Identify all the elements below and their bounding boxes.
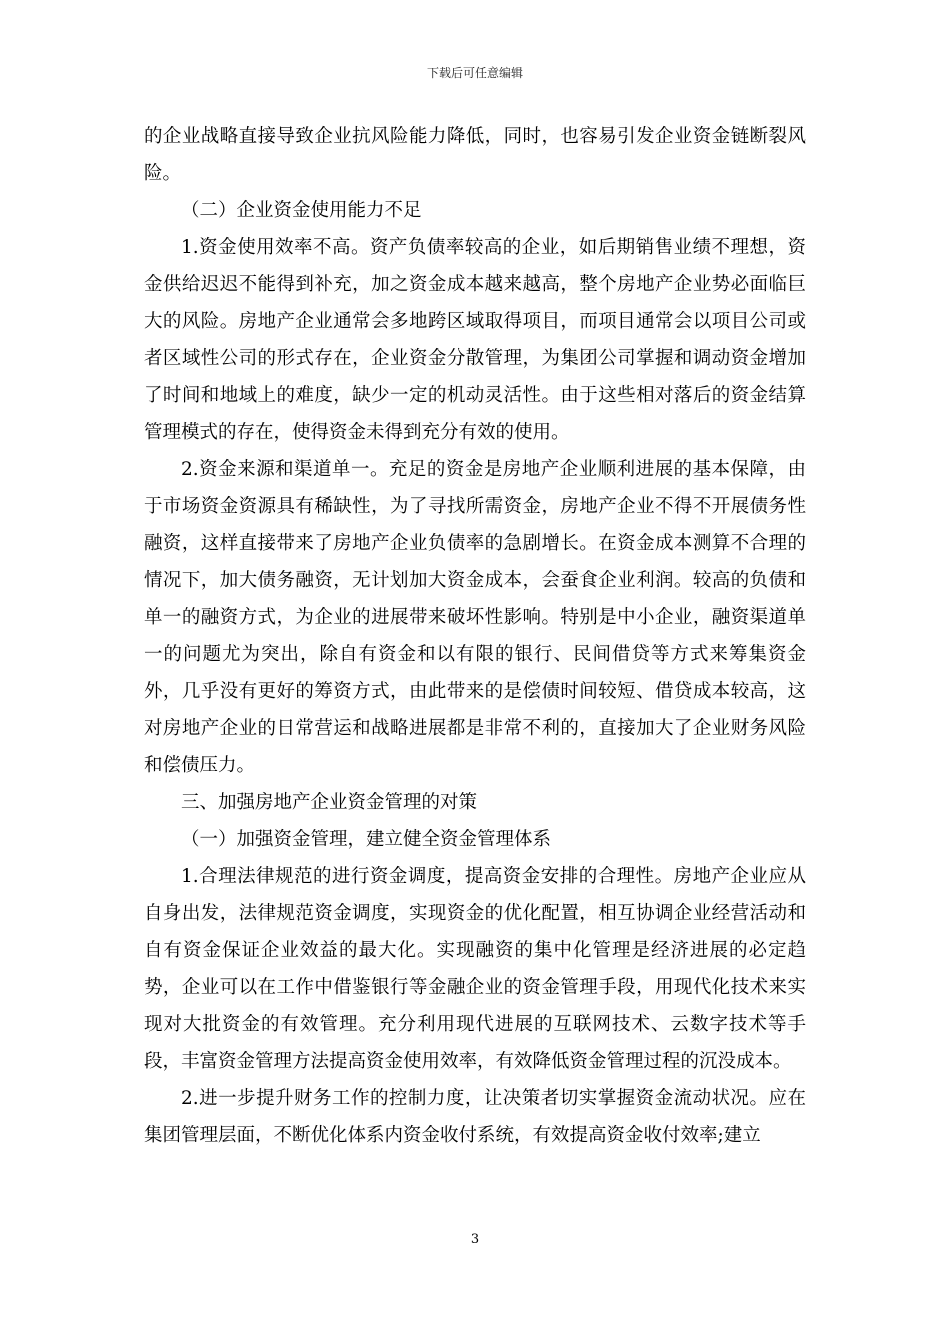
section-heading-3: 三、加强房地产企业资金管理的对策 — [181, 792, 478, 813]
document-body — [144, 118, 806, 1154]
paragraph-efficiency: 1.资金使用效率不高。资产负债率较高的企业，如后期销售业绩不理想，资金供给迟迟不能得到补充，加之资金成本越来越高，整个房地产企业势必面临巨大的风险。房地产企业通常会多地跨区域取得项目，而项目通常会以项目公司或者区域性公司的形式存在，企业资金分散管理，为集团公司掌握和调动资金增加了时间和地域上的难度，缺少一定的机动灵活性。由于这些相对落后的资金结算管理模式的存在，使得资金未得到充分有效的使用。 — [144, 237, 806, 443]
section-heading-2: （二）企业资金使用能力不足 — [181, 200, 422, 221]
page-header: 下载后可任意编辑 — [426, 66, 523, 80]
paragraph-funding-sources: 2.资金来源和渠道单一。充足的资金是房地产企业顺利进展的基本保障，由于市场资金资源具有稀缺性，为了寻找所需资金，房地产企业不得不开展债务性融资，这样直接带来了房地产企业负债率的急剧增长。在资金成本测算不合理的情况下，加大债务融资，无计划加大资金成本，会蚕食企业利润。较高的负债和单一的融资方式，为企业的进展带来破坏性影响。特别是中小企业，融资渠道单一的问题尤为突出，除自有资金和以有限的银行、民间借贷等方式来筹集资金外，几乎没有更好的筹资方式，由此带来的是偿债时间较短、借贷成本较高，这对房地产企业的日常营运和战略进展都是非常不利的，直接加大了企业财务风险和偿债压力。 — [144, 459, 806, 776]
paragraph-fund-scheduling: 1.合理法律规范的进行资金调度，提高资金安排的合理性。房地产企业应从自身出发，法律规范资金调度，实现资金的优化配置，相互协调企业经营活动和自有资金保证企业效益的最大化。实现融资的集中化管理是经济进展的必定趋势，企业可以在工作中借鉴银行等金融企业的资金管理手段，用现代化技术来实现对大批资金的有效管理。充分利用现代进展的互联网技术、云数字技术等手段，丰富资金管理方法提高资金使用效率，有效降低资金管理过程的沉没成本。 — [144, 866, 806, 1072]
page-number: 3 — [470, 1232, 480, 1247]
paragraph-financial-control: 2.进一步提升财务工作的控制力度，让决策者切实掌握资金流动状况。应在集团管理层面，不断优化体系内资金收付系统，有效提高资金收付效率;建立 — [144, 1088, 806, 1146]
subsection-heading-1: （一）加强资金管理，建立健全资金管理体系 — [181, 829, 552, 850]
paragraph-continuation: 的企业战略直接导致企业抗风险能力降低，同时，也容易引发企业资金链断裂风险。 — [144, 126, 806, 184]
